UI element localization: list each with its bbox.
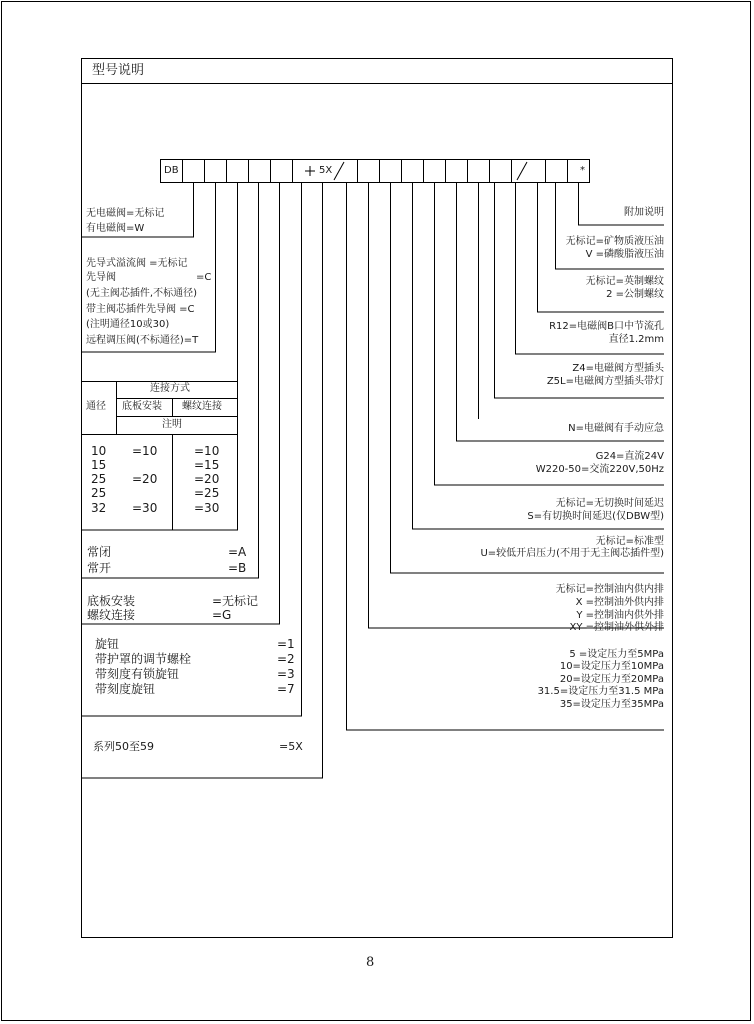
code-box <box>402 160 424 183</box>
adjustment-code: =3 <box>277 667 295 681</box>
code-box <box>183 160 205 183</box>
code-box <box>490 160 512 183</box>
pilot-xy: XY =控制油外供外排 <box>569 622 664 633</box>
plug-z5l: Z5L=电磁阀方型插头带灯 <box>546 376 664 387</box>
orifice-diameter: 直径1.2mm <box>608 334 664 345</box>
valve-type-pilot: 先导阀 <box>86 272 116 283</box>
pressure-type-u: U=较低开启压力(不用于无主阀芯插件型) <box>480 548 664 559</box>
valve-type-note: (无主阀芯插件,不标通径) <box>86 288 197 299</box>
mounting-thread-label: 螺纹连接 <box>87 608 136 622</box>
code-box <box>358 160 380 183</box>
adjustment-label: 带刻度有锁旋钮 <box>95 667 180 681</box>
solenoid-none: 无电磁阀=无标记 <box>86 208 165 219</box>
code-prefix: DB <box>164 165 179 176</box>
code-box <box>205 160 227 183</box>
table-subplate-code: =20 <box>132 472 158 486</box>
table-size: 25 <box>91 486 107 500</box>
table-size: 32 <box>91 501 107 515</box>
pressure-5: 5 =设定压力至5MPa <box>569 649 664 660</box>
fluid-mineral: 无标记=矿物质液压油 <box>565 236 664 247</box>
mounting-subplate-label: 底板安装 <box>87 594 136 608</box>
table-thread-code: =15 <box>194 458 220 472</box>
plug-z4: Z4=电磁阀方型插头 <box>572 363 664 374</box>
pressure-type-standard: 无标记=标准型 <box>595 536 664 547</box>
code-box <box>249 160 271 183</box>
series-code: =5X <box>279 740 303 753</box>
code-box-suffix <box>568 160 590 183</box>
page-number: 8 <box>366 955 375 970</box>
pilot-x: X =控制油外供内排 <box>575 597 664 608</box>
table-size: 10 <box>91 444 107 458</box>
code-box <box>446 160 468 183</box>
pressure-35: 35=设定压力至35MPa <box>559 699 664 710</box>
normally-closed-label: 常闭 <box>87 545 112 559</box>
valve-type-insert: 带主阀芯插件先导阀 =C <box>86 304 195 315</box>
series-label: 系列50至59 <box>93 740 154 753</box>
adjustment-label: 带护罩的调节螺栓 <box>95 652 192 666</box>
extra-description: 附加说明 <box>624 207 664 218</box>
adjustment-code: =2 <box>277 652 295 666</box>
code-box <box>380 160 402 183</box>
pressure-20: 20=设定压力至20MPa <box>559 674 664 685</box>
table-size: 15 <box>91 458 107 472</box>
code-series: 5X <box>319 165 333 176</box>
pilot-internal: 无标记=控制油内供内排 <box>555 584 664 595</box>
code-box <box>546 160 568 183</box>
normally-open-label: 常开 <box>87 561 112 575</box>
valve-type-remote: 远程调压阀(不标通径)=T <box>86 335 199 346</box>
delay-none: 无标记=无切换时间延迟 <box>555 498 664 509</box>
valve-type-pilot-code: =C <box>196 272 212 283</box>
pressure-31-5: 31.5=设定压力至31.5 MPa <box>537 686 664 697</box>
table-note-header: 注明 <box>162 419 182 430</box>
valve-type-insert-note: (注明通径10或30) <box>86 319 170 330</box>
mounting-subplate-code: =无标记 <box>212 594 259 608</box>
orifice-r12: R12=电磁阀B口中节流孔 <box>549 321 664 332</box>
table-thread-code: =25 <box>194 486 220 500</box>
manual-override: N=电磁阀有手动应急 <box>568 423 664 434</box>
solenoid-w: 有电磁阀=W <box>86 223 145 234</box>
adjustment-label: 旋钮 <box>95 637 120 651</box>
table-subplate-code: =30 <box>132 501 158 515</box>
table-size: 25 <box>91 472 107 486</box>
table-conn-header: 连接方式 <box>150 383 190 394</box>
code-box <box>424 160 446 183</box>
table-thread-header: 螺纹连接 <box>182 401 222 412</box>
delay-s: S=有切换时间延迟(仅DBW型) <box>527 511 664 522</box>
section-title: 型号说明 <box>92 63 145 78</box>
table-thread-code: =20 <box>194 472 220 486</box>
thread-inch: 无标记=英制螺纹 <box>585 276 664 287</box>
fluid-phosphate: V =磷酸脂液压油 <box>585 249 664 260</box>
code-box <box>468 160 490 183</box>
code-box <box>227 160 249 183</box>
normally-closed-code: =A <box>228 545 247 559</box>
voltage-dc: G24=直流24V <box>595 451 664 462</box>
thread-metric: 2 =公制螺纹 <box>606 289 664 300</box>
table-subplate-header: 底板安装 <box>122 401 162 412</box>
valve-type-pilot-relief: 先导式溢流阀 =无标记 <box>86 258 188 269</box>
adjustment-code: =1 <box>277 637 295 651</box>
normally-open-code: =B <box>228 561 247 575</box>
code-suffix: * <box>580 165 585 176</box>
adjustment-label: 带刻度旋钮 <box>95 682 156 696</box>
table-size-header: 通径 <box>86 401 106 412</box>
table-thread-code: =30 <box>194 501 220 515</box>
voltage-ac: W220-50=交流220V,50Hz <box>535 464 664 475</box>
table-subplate-code: =10 <box>132 444 158 458</box>
mounting-thread-code: =G <box>212 608 232 622</box>
code-box <box>271 160 293 183</box>
adjustment-code: =7 <box>277 682 295 696</box>
pilot-y: Y =控制油内供外排 <box>576 610 664 621</box>
table-thread-code: =10 <box>194 444 220 458</box>
pressure-10: 10=设定压力至10MPa <box>559 661 664 672</box>
